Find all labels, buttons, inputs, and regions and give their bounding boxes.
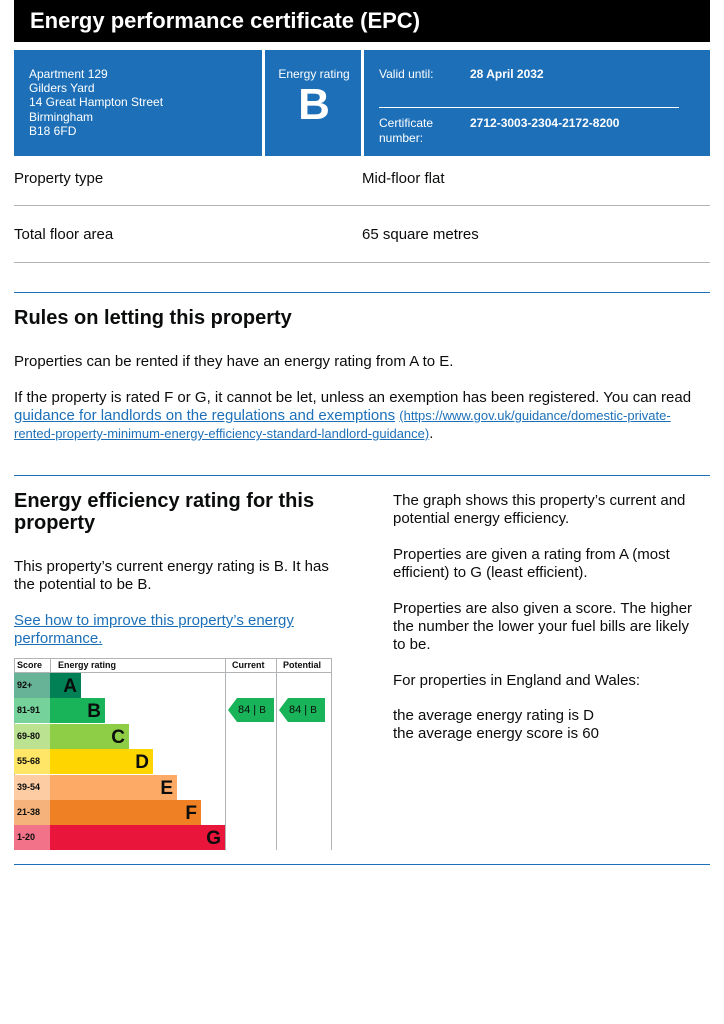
energy-rating-letter: B	[298, 80, 330, 129]
band-letter: E	[160, 777, 173, 799]
band-letter: B	[87, 701, 101, 723]
band-bar	[50, 749, 153, 774]
letting-paragraph: Properties can be rented if they have an energy rating from A to E.	[14, 353, 454, 370]
current-rating-arrow-label: 84 | B	[238, 704, 266, 717]
address-line: B18 6FD	[29, 123, 77, 138]
certificate-number-value: 2712-3003-2304-2172-8200	[470, 116, 620, 130]
certificate-details	[379, 67, 679, 145]
potential-rating-arrow-label: 84 | B	[289, 704, 317, 717]
rating-band-a	[14, 673, 225, 698]
potential-header: Potential	[283, 660, 322, 670]
floor-area-label: Total floor area	[14, 226, 114, 243]
score-explanation: Properties are also given a score. The higher the number the lower your fuel bills are likely to be.	[393, 600, 693, 653]
divider	[361, 50, 364, 156]
band-bar	[50, 775, 177, 800]
band-score-range: 21-38	[14, 800, 50, 825]
band-score-range: 1-20	[14, 825, 50, 850]
improve-performance-link-wrap	[14, 612, 334, 648]
rating-band-f	[14, 800, 225, 825]
band-bar	[50, 825, 225, 850]
rating-band-b	[14, 698, 225, 723]
band-score-range: 69-80	[14, 724, 50, 749]
rating-band-g	[14, 825, 225, 850]
rating-explanation: Properties are given a rating from A (most efficient) to G (least efficient).	[393, 546, 670, 581]
divider	[14, 205, 710, 206]
band-score-range: 39-54	[14, 775, 50, 800]
rating-band-c	[14, 724, 225, 749]
region-label: For properties in England and Wales:	[393, 672, 641, 689]
divider	[262, 50, 265, 156]
property-type-label: Property type	[14, 170, 104, 187]
band-score-range: 55-68	[14, 749, 50, 774]
letting-text: If the property is rated F or G, it cannot be let, unless an exemption has been registered. You can read	[14, 389, 692, 406]
band-score-range: 92+	[14, 673, 50, 698]
band-bar	[50, 724, 129, 749]
band-bar	[50, 698, 105, 723]
band-letter: D	[135, 752, 149, 774]
address-line: Apartment 129	[29, 67, 108, 81]
divider	[379, 107, 679, 108]
landlord-guidance-link[interactable]: guidance for landlords on the regulations and exemptions	[14, 407, 396, 424]
graph-explanation: The graph shows this property’s current and potential energy efficiency.	[393, 492, 686, 527]
improve-performance-link[interactable]: See how to improve this property’s energy performance.	[14, 612, 294, 647]
certificate-summary-box	[14, 50, 710, 156]
band-letter: G	[206, 828, 221, 850]
landlord-guidance-url[interactable]: (https://www.gov.uk/guidance/domestic-private-rented-property-minimum-energy-efficiency-standard-landlord-guidance)	[14, 408, 671, 441]
certificate-number-label: Certificate number:	[379, 116, 434, 145]
potential-rating-arrow	[279, 698, 325, 722]
section-divider	[14, 475, 710, 476]
property-address	[29, 67, 163, 138]
chart-gridline	[276, 658, 277, 850]
energy-rating-chart	[14, 658, 332, 850]
page-title: Energy performance certificate (EPC)	[14, 0, 710, 42]
energy-rating-panel	[266, 50, 362, 127]
band-letter: C	[111, 726, 125, 748]
letting-trailing: .	[429, 425, 434, 442]
band-score-range: 81-91	[14, 698, 50, 723]
letting-heading: Rules on letting this property	[14, 307, 292, 329]
average-score: the average energy score is 60	[393, 725, 599, 742]
band-letter: F	[185, 803, 197, 824]
band-bar	[50, 800, 201, 825]
divider	[14, 262, 710, 263]
current-rating-arrow	[228, 698, 274, 722]
efficiency-heading: Energy efficiency rating for this property	[14, 490, 315, 534]
valid-until-label: Valid until:	[379, 67, 434, 81]
floor-area-value: 65 square metres	[362, 226, 479, 243]
score-header: Score	[17, 660, 43, 670]
average-rating: the average energy rating is D	[393, 707, 594, 724]
rating-band-d	[14, 749, 225, 774]
band-letter: A	[63, 676, 77, 697]
chart-gridline	[50, 658, 51, 672]
section-divider	[14, 864, 710, 865]
letting-paragraph-2	[14, 389, 710, 443]
section-divider	[14, 292, 710, 293]
chart-gridline	[225, 658, 226, 850]
rating-band-e	[14, 775, 225, 800]
address-line: Gilders Yard	[29, 81, 95, 96]
efficiency-paragraph: This property’s current energy rating is B. It has the potential to be B.	[14, 558, 329, 593]
current-header: Current	[232, 660, 265, 670]
address-line: 14 Great Hampton Street	[29, 95, 164, 110]
valid-until-value: 28 April 2032	[470, 67, 544, 81]
band-bar	[50, 673, 81, 698]
chart-gridline	[14, 658, 332, 659]
energy-rating-header: Energy rating	[58, 660, 117, 670]
property-type-value: Mid-floor flat	[362, 170, 445, 187]
address-line: Birmingham	[29, 109, 94, 124]
chart-gridline	[331, 658, 332, 850]
energy-rating-label: Energy rating	[278, 67, 350, 81]
